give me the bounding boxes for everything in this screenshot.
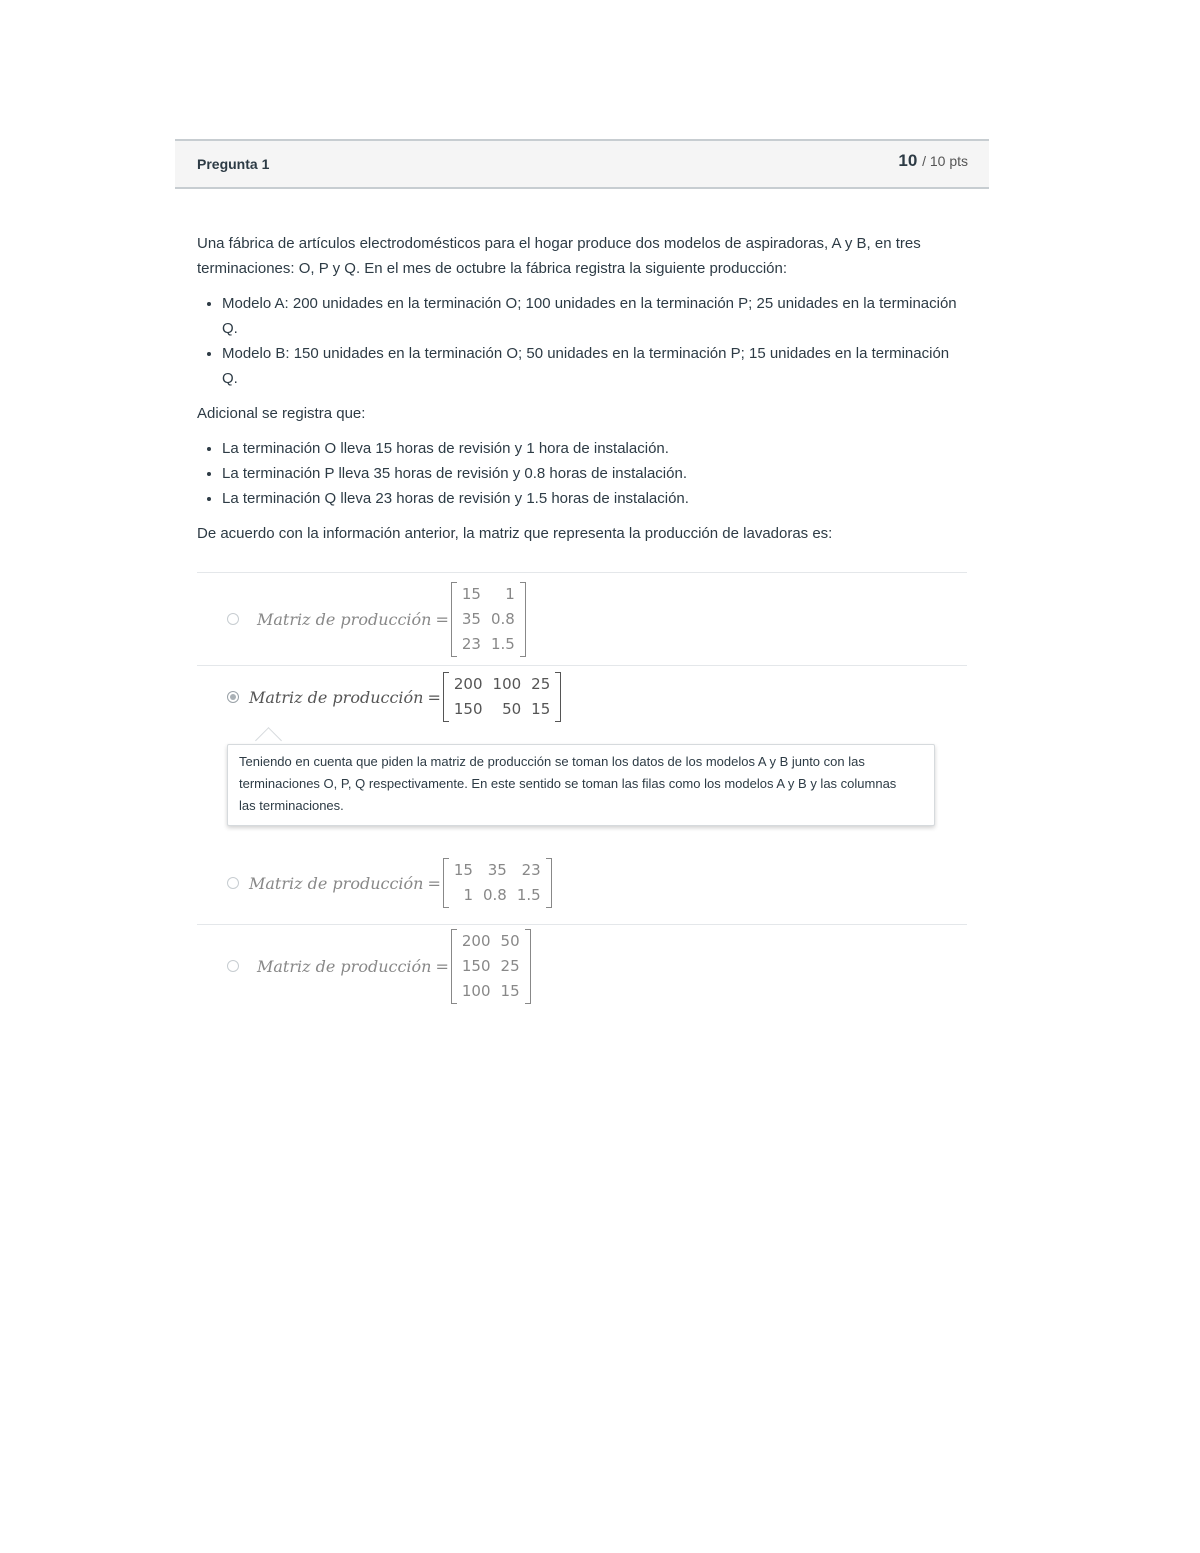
- matrix-cell: 35: [487, 861, 507, 879]
- matrix-cell: 100: [461, 981, 491, 1000]
- matrix-cell: 0.8: [482, 886, 507, 904]
- matrix-cell: 15: [461, 584, 481, 603]
- matrix-cell: 25: [531, 675, 551, 693]
- answer-radio[interactable]: [227, 960, 239, 972]
- list-item: • Modelo A: 200 unidades en la terminación O; 100 unidades en la terminación P; 25 unidades en la terminación Q.: [222, 291, 967, 341]
- answer-matrix: [451, 582, 526, 657]
- matrix-cell: 23: [461, 634, 481, 653]
- additional-label: Adicional se registra que:: [197, 405, 366, 422]
- points-score: 10: [898, 151, 918, 170]
- matrix-cell: 1: [505, 584, 515, 603]
- matrix-cell: 1.5: [490, 634, 515, 653]
- answer-label: Matriz de producción: [257, 609, 432, 629]
- list-item: • Modelo B: 150 unidades en la terminación O; 50 unidades en la terminación P; 15 unidades en la terminación Q.: [222, 341, 967, 391]
- answer-math: [249, 672, 561, 722]
- answer-label: Matriz de producción: [257, 956, 432, 976]
- answer-radio[interactable]: [227, 613, 239, 625]
- answer-label: Matriz de producción: [249, 687, 424, 707]
- question-prompt: De acuerdo con la información anterior, la matriz que representa la producción de lavadoras es:: [197, 525, 833, 542]
- matrix-cell: 25: [500, 956, 520, 975]
- answer-math: [257, 929, 531, 1004]
- matrix-cell: 15: [453, 861, 473, 879]
- matrix-cell: 15: [500, 981, 520, 1000]
- answer-option-3[interactable]: [197, 842, 967, 924]
- question-intro: Una fábrica de artículos electrodomésticos para el hogar produce dos modelos de aspiradoras, A y B, en tres terminaciones: O, P y Q. En el mes de octubre la fábrica registra la siguiente producción:: [197, 235, 921, 277]
- answer-radio-selected[interactable]: [227, 691, 239, 703]
- answer-option-1[interactable]: [197, 572, 967, 665]
- answer-option-4[interactable]: [197, 924, 967, 1007]
- matrix-cell: 0.8: [490, 609, 515, 628]
- answer-radio[interactable]: [227, 877, 239, 889]
- matrix-cell: 15: [531, 700, 551, 718]
- answer-option-2[interactable]: [197, 665, 967, 842]
- answer-matrix: [443, 858, 552, 908]
- equals-sign: =: [435, 609, 449, 629]
- equals-sign: =: [435, 956, 449, 976]
- list-item: • La terminación Q lleva 23 horas de revisión y 1.5 horas de instalación.: [222, 486, 967, 511]
- answer-label: Matriz de producción: [249, 873, 424, 893]
- answer-math: [249, 858, 552, 908]
- matrix-cell: 35: [461, 609, 481, 628]
- matrix-cell: 23: [521, 861, 541, 879]
- matrix-cell: 50: [502, 700, 522, 718]
- question-body: [175, 189, 989, 546]
- matrix-cell: 100: [492, 675, 522, 693]
- points-total: / 10 pts: [922, 153, 968, 169]
- production-list: [197, 291, 967, 391]
- list-item: • La terminación P lleva 35 horas de revisión y 0.8 horas de instalación.: [222, 461, 967, 486]
- matrix-cell: 150: [461, 956, 491, 975]
- list-item: • La terminación O lleva 15 horas de revisión y 1 hora de instalación.: [222, 436, 967, 461]
- matrix-cell: 150: [453, 700, 483, 718]
- answer-list: [197, 572, 967, 1007]
- question-title: Pregunta 1: [197, 156, 270, 172]
- answer-math: [257, 582, 526, 657]
- feedback-text: Teniendo en cuenta que piden la matriz de producción se toman los datos de los modelos A y B junto con las terminaciones O, P, Q respectivamente. En este sentido se toman las filas como los modelos A y B y las columnas las terminaciones.: [227, 744, 935, 826]
- answer-feedback: [227, 744, 935, 826]
- matrix-cell: 200: [461, 931, 491, 950]
- equals-sign: =: [427, 873, 441, 893]
- matrix-cell: 1: [463, 886, 473, 904]
- answer-matrix: [443, 672, 561, 722]
- finishes-list: [197, 436, 967, 511]
- quiz-question-card: [175, 139, 989, 1007]
- question-points: [898, 151, 968, 171]
- answer-matrix: [451, 929, 531, 1004]
- equals-sign: =: [427, 687, 441, 707]
- matrix-cell: 200: [453, 675, 483, 693]
- matrix-cell: 50: [500, 931, 520, 950]
- matrix-cell: 1.5: [516, 886, 541, 904]
- question-header: [175, 139, 989, 189]
